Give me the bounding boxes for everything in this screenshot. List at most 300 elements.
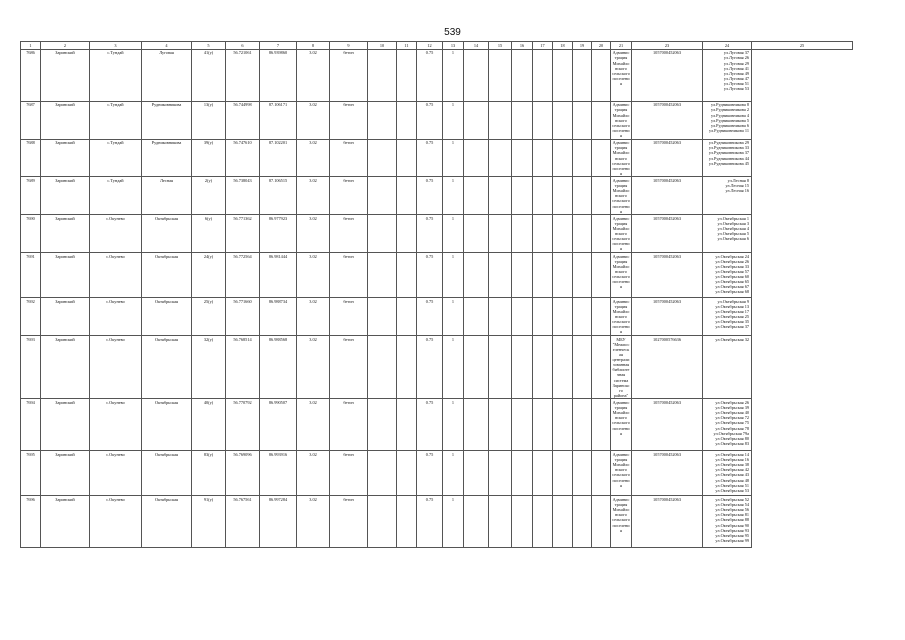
column-number: 9 — [330, 42, 368, 50]
served-address: ул.Рудниковникова 33 — [708, 145, 749, 151]
cell-empty — [464, 399, 489, 451]
cell-num: 7687 — [21, 101, 41, 139]
cell-empty — [553, 451, 573, 496]
cell-area: 3.02 — [297, 215, 330, 253]
cell-empty — [368, 177, 397, 215]
cell-empty — [512, 399, 533, 451]
cell-house: 13(у) — [192, 101, 226, 139]
column-number: 20 — [592, 42, 611, 50]
cell-lon: 86.997284 — [260, 496, 297, 548]
column-number: 10 — [368, 42, 397, 50]
cell-ogrn: 1057000452063 — [632, 496, 703, 548]
cell-operator: Администрация Михайловского сельского поселения — [611, 496, 632, 548]
column-number: 21 — [611, 42, 632, 50]
cell-num: 7693 — [21, 336, 41, 399]
cell-empty — [489, 177, 512, 215]
served-address: ул.Октябрьская 95 — [715, 532, 749, 538]
registry-table — [20, 41, 853, 548]
served-address: ул.Октябрьская 93 — [715, 527, 749, 533]
cell-cover: бетон — [330, 451, 368, 496]
cell-street: Октябрьская — [142, 399, 192, 451]
page-number: 539 — [444, 27, 461, 38]
cell-cover: бетон — [330, 253, 368, 298]
cell-served-addresses — [703, 336, 752, 399]
column-number: 6 — [226, 42, 260, 50]
cell-empty — [397, 215, 417, 253]
table-row — [21, 49, 853, 101]
cell-cover: бетон — [330, 101, 368, 139]
cell-empty — [533, 399, 553, 451]
cell-cover: бетон — [330, 49, 368, 101]
cell-empty — [489, 253, 512, 298]
cell-district: Заринский — [41, 215, 90, 253]
served-address: ул.Рудниковникова 11 — [709, 127, 749, 133]
cell-operator: Администрация Михайловского сельского поселения — [612, 140, 630, 176]
cell-street: Октябрьская — [142, 451, 192, 496]
cell-empty — [573, 399, 592, 451]
cell-house: 25(у) — [192, 298, 226, 336]
column-number: 18 — [553, 42, 573, 50]
cell-lon: 86.988734 — [260, 298, 297, 336]
table-row — [21, 336, 853, 399]
served-address: ул.Луговая 47 — [723, 75, 749, 81]
served-address: ул.Лесная 8 — [727, 178, 749, 184]
served-address: ул.Рудниковникова 44 — [708, 155, 749, 161]
column-number: 12 — [417, 42, 443, 50]
cell-house: 39(у) — [192, 139, 226, 177]
cell-empty — [533, 496, 553, 548]
cell-empty — [397, 49, 417, 101]
cell-ogrn: 1057000452063 — [632, 177, 703, 215]
cell-c14: 1 — [443, 177, 464, 215]
cell-empty — [464, 177, 489, 215]
cell-ogrn: 1057000452063 — [632, 298, 703, 336]
cell-empty — [489, 336, 512, 399]
cell-operator: Администрация Михайловского сельского поселения — [612, 216, 630, 252]
cell-settlement: с.Тундай — [90, 49, 142, 101]
cell-empty — [368, 336, 397, 399]
cell-ogrn: 1027000576636 — [632, 336, 703, 399]
cell-empty — [489, 101, 512, 139]
cell-operator: Администрация Михайловского сельского поселения — [611, 399, 632, 451]
served-address: ул.Октябрьская 39 — [715, 405, 749, 411]
served-address: ул.Октябрьская 88 — [715, 517, 749, 523]
cell-empty — [368, 451, 397, 496]
cell-lon: 87.106171 — [260, 101, 297, 139]
cell-operator: Администрация Михайловского сельского поселения — [612, 178, 630, 214]
cell-street: Октябрьская — [142, 336, 192, 399]
cell-settlement: с.Окунево — [90, 298, 142, 336]
cell-operator: Администрация Михайловского сельского поселения — [611, 451, 632, 496]
served-address: ул.Октябрьская 78 — [715, 425, 749, 431]
table-row — [21, 177, 853, 215]
served-address: ул.Октябрьская 24 — [715, 254, 749, 260]
cell-cover: бетон — [330, 496, 368, 548]
served-address: ул.Лесная 16 — [725, 188, 749, 194]
served-address: ул.Октябрьская 13 — [715, 304, 749, 310]
cell-empty — [592, 49, 611, 101]
cell-street: Октябрьская — [142, 253, 192, 298]
cell-empty — [368, 139, 397, 177]
served-address: ул.Октябрьская 17 — [715, 309, 749, 315]
column-number: 15 — [489, 42, 512, 50]
cell-district: Заринский — [41, 101, 90, 139]
cell-district: Заринский — [41, 451, 90, 496]
served-address: ул.Рудниковникова 4 — [711, 112, 749, 118]
cell-empty — [553, 336, 573, 399]
cell-area: 3.02 — [297, 49, 330, 101]
cell-settlement: с.Окунево — [90, 399, 142, 451]
cell-lat: 56.771362 — [226, 215, 260, 253]
cell-ogrn: 1057000452063 — [632, 253, 703, 298]
cell-empty — [464, 336, 489, 399]
cell-num: 7694 — [21, 399, 41, 451]
served-address: ул.Рудниковникова 2 — [711, 107, 749, 113]
cell-house: 2(у) — [192, 177, 226, 215]
cell-empty — [397, 101, 417, 139]
served-address: ул.Октябрьская 37 — [715, 324, 749, 330]
cell-empty — [489, 496, 512, 548]
column-number: 25 — [752, 42, 853, 50]
cell-empty — [512, 215, 533, 253]
cell-served-addresses — [703, 215, 752, 253]
cell-house: 40(у) — [192, 399, 226, 451]
served-address: ул.Октябрьская 90 — [715, 522, 749, 528]
cell-area: 3.02 — [297, 336, 330, 399]
table-row — [21, 496, 853, 548]
cell-empty — [592, 298, 611, 336]
cell-c13: 0.75 — [417, 101, 443, 139]
cell-empty — [397, 139, 417, 177]
served-address: ул.Октябрьская 83 — [715, 440, 749, 446]
cell-empty — [397, 451, 417, 496]
served-address: ул.Рудниковникова 6 — [711, 122, 749, 128]
cell-empty — [397, 496, 417, 548]
cell-empty — [573, 177, 592, 215]
cell-empty — [368, 496, 397, 548]
cell-num: 7689 — [21, 177, 41, 215]
cell-empty — [573, 49, 592, 101]
served-address: ул.Октябрьская 80 — [715, 435, 749, 441]
column-number: 3 — [90, 42, 142, 50]
cell-num: 7696 — [21, 496, 41, 548]
cell-empty — [397, 399, 417, 451]
cell-empty — [368, 399, 397, 451]
table-row — [21, 451, 853, 496]
cell-empty — [489, 49, 512, 101]
cell-lat: 56.747610 — [226, 139, 260, 177]
served-address: ул.Рудниковникова 37 — [708, 150, 749, 156]
cell-empty — [553, 177, 573, 215]
column-number-row — [21, 42, 853, 50]
cell-empty — [464, 298, 489, 336]
cell-empty — [573, 298, 592, 336]
served-address: ул.Октябрьская 32 — [715, 337, 749, 343]
served-address: ул.Октябрьская 53 — [715, 487, 749, 493]
cell-empty — [489, 139, 512, 177]
served-address: ул.Луговая 41 — [723, 65, 749, 71]
served-address: ул.Лесная 15 — [725, 183, 749, 189]
cell-num: 7688 — [21, 139, 41, 177]
cell-empty — [592, 399, 611, 451]
cell-empty — [464, 253, 489, 298]
cell-settlement: с.Окунево — [90, 215, 142, 253]
cell-street: Октябрьская — [142, 496, 192, 548]
cell-lat: 56.769096 — [226, 451, 260, 496]
cell-house: 41(у) — [192, 49, 226, 101]
cell-ogrn: 1057000452063 — [632, 451, 703, 496]
cell-operator: Администрация Михайловского сельского поселения — [611, 253, 632, 298]
cell-empty — [397, 253, 417, 298]
cell-num: 7691 — [21, 253, 41, 298]
served-address: ул.Октябрьская 16 — [715, 457, 749, 463]
cell-empty — [592, 177, 611, 215]
served-address: ул.Октябрьская 99 — [715, 537, 749, 543]
cell-area: 3.02 — [297, 101, 330, 139]
cell-settlement: с.Окунево — [90, 451, 142, 496]
cell-ogrn: 1057000452063 — [632, 215, 703, 253]
cell-empty — [368, 101, 397, 139]
cell-empty — [464, 49, 489, 101]
cell-empty — [489, 298, 512, 336]
cell-empty — [553, 101, 573, 139]
cell-empty — [512, 49, 533, 101]
cell-ogrn: 1057000452063 — [632, 399, 703, 451]
cell-district: Заринский — [41, 298, 90, 336]
cell-c13: 0.75 — [417, 253, 443, 298]
cell-empty — [533, 451, 553, 496]
cell-empty — [533, 177, 553, 215]
cell-empty — [573, 451, 592, 496]
column-number: 8 — [297, 42, 330, 50]
cell-empty — [553, 215, 573, 253]
table-row — [21, 215, 853, 253]
cell-c13: 0.75 — [417, 177, 443, 215]
cell-empty — [573, 215, 592, 253]
cell-empty — [533, 298, 553, 336]
cell-street: Рудниковникова — [142, 139, 192, 177]
served-address: ул.Октябрьская 42 — [715, 467, 749, 473]
cell-empty — [573, 139, 592, 177]
cell-street: Октябрьская — [142, 298, 192, 336]
cell-lat: 56.738043 — [226, 177, 260, 215]
served-address: ул.Октябрьская 56 — [715, 507, 749, 513]
cell-c14: 1 — [443, 253, 464, 298]
cell-empty — [512, 496, 533, 548]
cell-c14: 1 — [443, 399, 464, 451]
cell-empty — [368, 298, 397, 336]
cell-c13: 0.75 — [417, 336, 443, 399]
served-address: ул.Луговая 49 — [723, 70, 749, 76]
cell-empty — [592, 139, 611, 177]
cell-street: Лесная — [142, 177, 192, 215]
cell-served-addresses — [703, 101, 752, 139]
column-number: 23 — [632, 42, 703, 50]
cell-lon: 86.993916 — [260, 451, 297, 496]
cell-c13: 0.75 — [417, 451, 443, 496]
cell-settlement: с.Тундай — [90, 177, 142, 215]
cell-empty — [573, 336, 592, 399]
cell-empty — [489, 215, 512, 253]
cell-settlement: с.Окунево — [90, 336, 142, 399]
column-number: 14 — [464, 42, 489, 50]
cell-lat: 56.767561 — [226, 496, 260, 548]
cell-operator: МБУ "Межпоселенческая централизованная библиотечная система Заринского района" — [611, 336, 632, 399]
cell-empty — [553, 496, 573, 548]
cell-area: 3.02 — [297, 253, 330, 298]
cell-served-addresses — [703, 298, 752, 336]
cell-num: 7692 — [21, 298, 41, 336]
cell-ogrn: 1057000452063 — [632, 139, 703, 177]
cell-lat: 56.768514 — [226, 336, 260, 399]
cell-operator: Администрация Михайловского сельского поселения — [612, 299, 630, 335]
cell-settlement: с.Окунево — [90, 253, 142, 298]
cell-operator: Администрация Михайловского сельского поселения — [611, 49, 632, 101]
served-address: ул.Луговая 26 — [723, 55, 749, 61]
cell-c13: 0.75 — [417, 399, 443, 451]
served-address: ул.Рудниковникова 8 — [711, 102, 749, 108]
cell-empty — [533, 101, 553, 139]
cell-street: Октябрьская — [142, 215, 192, 253]
cell-lat: 56.772564 — [226, 253, 260, 298]
cell-empty — [489, 451, 512, 496]
served-address: ул.Октябрьская 60 — [715, 274, 749, 280]
cell-operator: Администрация Михайловского сельского поселения — [612, 102, 630, 138]
served-address: ул.Октябрьская 51 — [715, 482, 749, 488]
table-body — [21, 42, 853, 548]
cell-empty — [512, 253, 533, 298]
cell-empty — [512, 177, 533, 215]
served-address: ул.Октябрьская 35 — [715, 319, 749, 325]
served-address: ул.Луговая 53 — [723, 85, 749, 91]
cell-ogrn: 1057000452063 — [632, 49, 703, 101]
cell-cover: бетон — [330, 139, 368, 177]
served-address: ул.Луговая 29 — [723, 60, 749, 66]
cell-lon: 86.977923 — [260, 215, 297, 253]
cell-district: Заринский — [41, 139, 90, 177]
served-address: ул.Октябрьская 79а — [713, 430, 749, 436]
served-address: ул.Октябрьская 67 — [715, 284, 749, 290]
column-number: 24 — [703, 42, 752, 50]
cell-served-addresses — [703, 496, 752, 548]
cell-house: 24(у) — [192, 253, 226, 298]
cell-lon: 86.990507 — [260, 399, 297, 451]
cell-served-addresses — [703, 399, 752, 451]
cell-cover: бетон — [330, 298, 368, 336]
column-number: 11 — [397, 42, 417, 50]
cell-settlement: с.Тундай — [90, 101, 142, 139]
cell-empty — [368, 49, 397, 101]
served-address: ул.Октябрьская 52 — [715, 497, 749, 503]
column-number: 7 — [260, 42, 297, 50]
cell-area: 3.02 — [297, 496, 330, 548]
cell-cover: бетон — [330, 177, 368, 215]
cell-area: 3.02 — [297, 451, 330, 496]
cell-lon: 86.988568 — [260, 336, 297, 399]
cell-empty — [553, 298, 573, 336]
cell-empty — [533, 49, 553, 101]
cell-num: 7690 — [21, 215, 41, 253]
served-address: ул.Октябрьская 5 — [717, 231, 749, 237]
cell-street: Луговая — [142, 49, 192, 101]
cell-district: Заринский — [41, 49, 90, 101]
served-address: ул.Октябрьская 1 — [717, 216, 749, 222]
cell-empty — [553, 139, 573, 177]
cell-empty — [592, 101, 611, 139]
cell-served-addresses — [703, 49, 752, 101]
cell-empty — [592, 336, 611, 399]
cell-empty — [464, 139, 489, 177]
cell-street: Рудниковникова — [142, 101, 192, 139]
cell-empty — [397, 177, 417, 215]
cell-area: 3.02 — [297, 139, 330, 177]
cell-c13: 0.75 — [417, 215, 443, 253]
cell-cover: бетон — [330, 336, 368, 399]
cell-empty — [573, 101, 592, 139]
cell-c14: 1 — [443, 49, 464, 101]
cell-district: Заринский — [41, 496, 90, 548]
cell-lon: 86.981444 — [260, 253, 297, 298]
cell-empty — [512, 101, 533, 139]
cell-empty — [592, 451, 611, 496]
cell-c14: 1 — [443, 215, 464, 253]
cell-num: 7686 — [21, 49, 41, 101]
served-address: ул.Рудниковникова 29 — [708, 140, 749, 146]
table-row — [21, 139, 853, 177]
column-number: 5 — [192, 42, 226, 50]
served-address: ул.Октябрьская 3 — [717, 221, 749, 227]
cell-empty — [592, 215, 611, 253]
cell-c14: 1 — [443, 496, 464, 548]
cell-area: 3.02 — [297, 399, 330, 451]
cell-ogrn: 1057000452063 — [632, 101, 703, 139]
cell-empty — [533, 253, 553, 298]
cell-settlement: с.Окунево — [90, 496, 142, 548]
cell-c14: 1 — [443, 139, 464, 177]
table-row — [21, 101, 853, 139]
cell-c13: 0.75 — [417, 298, 443, 336]
cell-empty — [397, 336, 417, 399]
served-address: ул.Рудниковникова 45 — [708, 160, 749, 166]
served-address: ул.Октябрьская 68 — [715, 289, 749, 295]
served-address: ул.Октябрьская 6 — [717, 236, 749, 242]
cell-empty — [553, 253, 573, 298]
cell-district: Заринский — [41, 399, 90, 451]
served-address: ул.Луговая 37 — [723, 50, 749, 56]
cell-c13: 0.75 — [417, 49, 443, 101]
cell-empty — [489, 399, 512, 451]
served-address: ул.Октябрьская 40 — [715, 410, 749, 416]
cell-served-addresses — [703, 139, 752, 177]
served-address: ул.Октябрьская 25 — [715, 314, 749, 320]
served-address: ул.Октябрьская 38 — [715, 462, 749, 468]
cell-served-addresses — [703, 451, 752, 496]
cell-area: 3.02 — [297, 177, 330, 215]
served-address: ул.Октябрьская 4 — [717, 226, 749, 232]
cell-c13: 0.75 — [417, 139, 443, 177]
cell-lon: 87.102201 — [260, 139, 297, 177]
cell-lat: 56.771660 — [226, 298, 260, 336]
cell-empty — [512, 298, 533, 336]
served-address: ул.Октябрьская 48 — [715, 477, 749, 483]
served-address: ул.Октябрьская 33 — [715, 264, 749, 270]
cell-empty — [512, 336, 533, 399]
column-number: 19 — [573, 42, 592, 50]
cell-house: 91(у) — [192, 496, 226, 548]
served-address: ул.Октябрьская 43 — [715, 472, 749, 478]
column-number: 1 — [21, 42, 41, 50]
cell-served-addresses — [703, 253, 752, 298]
